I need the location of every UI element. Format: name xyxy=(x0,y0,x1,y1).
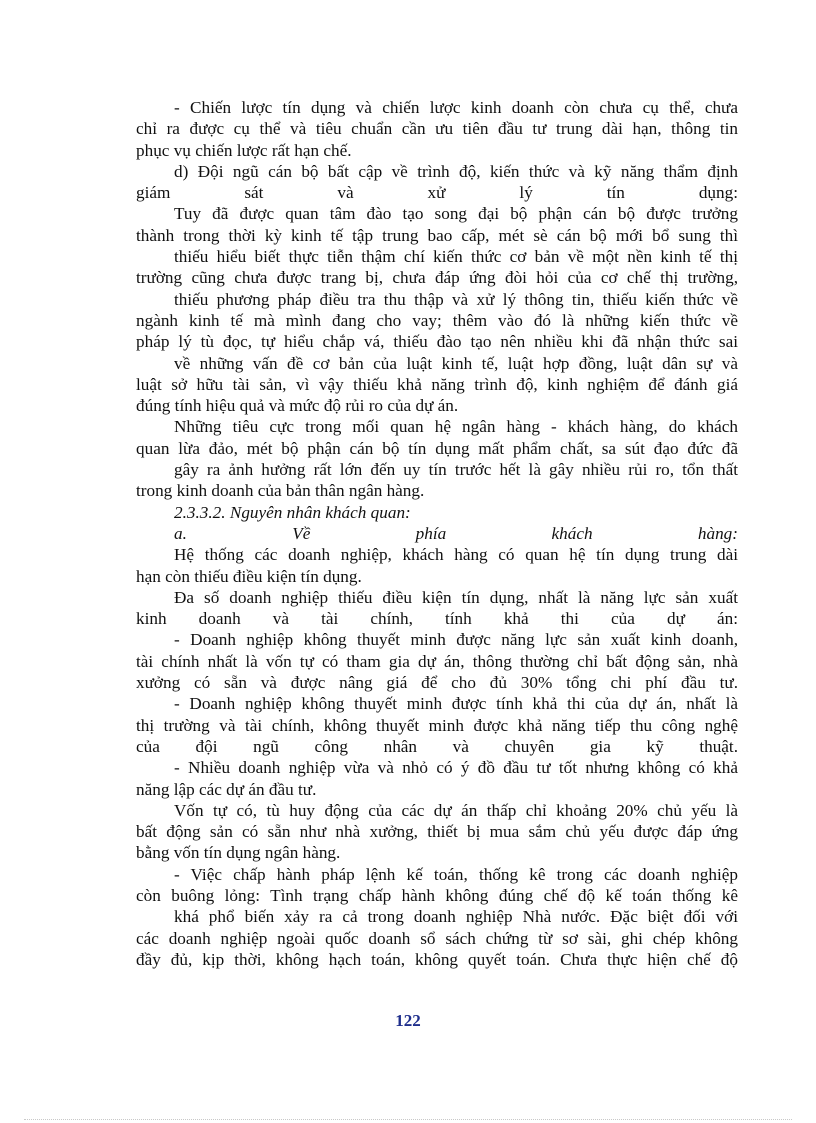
text-line: bất động sản có sẵn như nhà xưởng, thiết bị mua sắm chủ yếu được đáp ứng xyxy=(136,822,738,842)
text-line: năng lập các dự án đầu tư. xyxy=(136,779,317,799)
text-line: Tuy đã được quan tâm đào tạo song đại bộ phận cán bộ được trưởng xyxy=(174,204,738,224)
text-line: đúng tính hiệu quả và mức độ rủi ro của dự án. xyxy=(136,396,459,416)
text-line: chỉ ra được cụ thể và tiêu chuẩn cần ưu tiên đầu tư trung dài hạn, thông tin xyxy=(136,119,738,139)
text-line: thiếu hiểu biết thực tiễn thậm chí kiến thức cơ bản về một nền kinh tế thị xyxy=(174,247,738,267)
text-line: các doanh nghiệp ngoài quốc doanh sổ sách chứng từ sơ sài, ghi chép không xyxy=(136,928,738,948)
body-text xyxy=(136,97,738,970)
text-line: - Nhiều doanh nghiệp vừa và nhỏ có ý đồ đầu tư tốt nhưng không có khả xyxy=(174,758,738,778)
text-line: hạn còn thiếu điều kiện tín dụng. xyxy=(136,566,362,586)
text-line: tài chính nhất là vốn tự có tham gia dự án, thông thường chỉ bất động sản, nhà xyxy=(136,651,738,671)
text-line: của đội ngũ công nhân và chuyên gia kỹ thuật. xyxy=(136,736,738,756)
text-line: giám sát và xử lý tín dụng: xyxy=(136,183,738,203)
text-line: phục vụ chiến lược rất hạn chế. xyxy=(136,140,352,160)
text-line: đầy đủ, kịp thời, không hạch toán, không quyết toán. Chưa thực hiện chế độ xyxy=(136,949,738,969)
text-line: ngành kinh tế mà mình đang cho vay; thêm vào đó là những kiến thức về xyxy=(136,310,738,330)
text-line: trong kinh doanh của bản thân ngân hàng. xyxy=(136,481,425,501)
text-line: 2.3.3.2. Nguyên nhân khách quan: xyxy=(174,502,411,522)
text-line: kinh doanh và tài chính, tính khả thi của dự án: xyxy=(136,609,738,629)
text-line: Đa số doanh nghiệp thiếu điều kiện tín dụng, nhất là năng lực sản xuất xyxy=(174,587,738,607)
text-line: trường cũng chưa được trang bị, chưa đáp ứng đòi hỏi của cơ chế thị trường, xyxy=(136,268,738,288)
text-line: Hệ thống các doanh nghiệp, khách hàng có quan hệ tín dụng trung dài xyxy=(174,545,738,565)
text-line: pháp lý tù đọc, tự hiểu chắp vá, thiếu đào tạo nên nhiều khi đã nhận thức sai xyxy=(136,332,738,352)
footer-divider xyxy=(24,1119,792,1120)
page-number: 122 xyxy=(395,1011,421,1030)
text-line: thành trong thời kỳ kinh tế tập trung bao cấp, mét sè cán bộ mới bổ sung thì xyxy=(136,225,738,245)
text-line: quan lừa đảo, mét bộ phận cán bộ tín dụng mất phẩm chất, sa sút đạo đức đã xyxy=(136,438,738,458)
text-line: - Doanh nghiệp không thuyết minh được năng lực sản xuất kinh doanh, xyxy=(174,630,738,650)
text-line: Những tiêu cực trong mối quan hệ ngân hàng - khách hàng, do khách xyxy=(174,417,738,437)
text-line: thiếu phương pháp điều tra thu thập và xử lý thông tin, thiếu kiến thức về xyxy=(174,289,738,309)
text-line: Vốn tự có, tù huy động của các dự án thấp chỉ khoảng 20% chủ yếu là xyxy=(174,800,738,820)
text-line: còn buông lỏng: Tình trạng chấp hành không đúng chế độ kế toán thống kê xyxy=(136,885,738,905)
text-line: - Doanh nghiệp không thuyết minh được tính khả thi của dự án, nhất là xyxy=(174,694,738,714)
text-line: - Chiến lược tín dụng và chiến lược kinh doanh còn chưa cụ thể, chưa xyxy=(174,98,738,117)
text-line: a. Về phía khách hàng: xyxy=(174,523,738,543)
text-line: thị trường và tài chính, không thuyết minh được khả năng tiếp thu công nghệ xyxy=(136,715,738,735)
text-line: d) Đội ngũ cán bộ bất cập về trình độ, kiến thức và kỹ năng thẩm định xyxy=(174,161,738,181)
text-line: bằng vốn tín dụng ngân hàng. xyxy=(136,843,341,863)
text-line: - Việc chấp hành pháp lệnh kế toán, thống kê trong các doanh nghiệp xyxy=(174,864,738,884)
text-line: gây ra ảnh hưởng rất lớn đến uy tín trước hết là gây nhiều rủi ro, tổn thất xyxy=(174,460,738,480)
text-line: luật sở hữu tài sản, vì vậy thiếu khả năng trình độ, kinh nghiệm để đánh giá xyxy=(136,374,738,394)
text-line: khá phổ biến xảy ra cả trong doanh nghiệp Nhà nước. Đặc biệt đối với xyxy=(174,907,738,927)
text-line: xưởng có sẵn và được nâng giá để cho đủ 30% tổng chi phí đầu tư. xyxy=(136,673,738,693)
text-line: về những vấn đề cơ bản của luật kinh tế, luật hợp đồng, luật dân sự và xyxy=(174,353,738,373)
